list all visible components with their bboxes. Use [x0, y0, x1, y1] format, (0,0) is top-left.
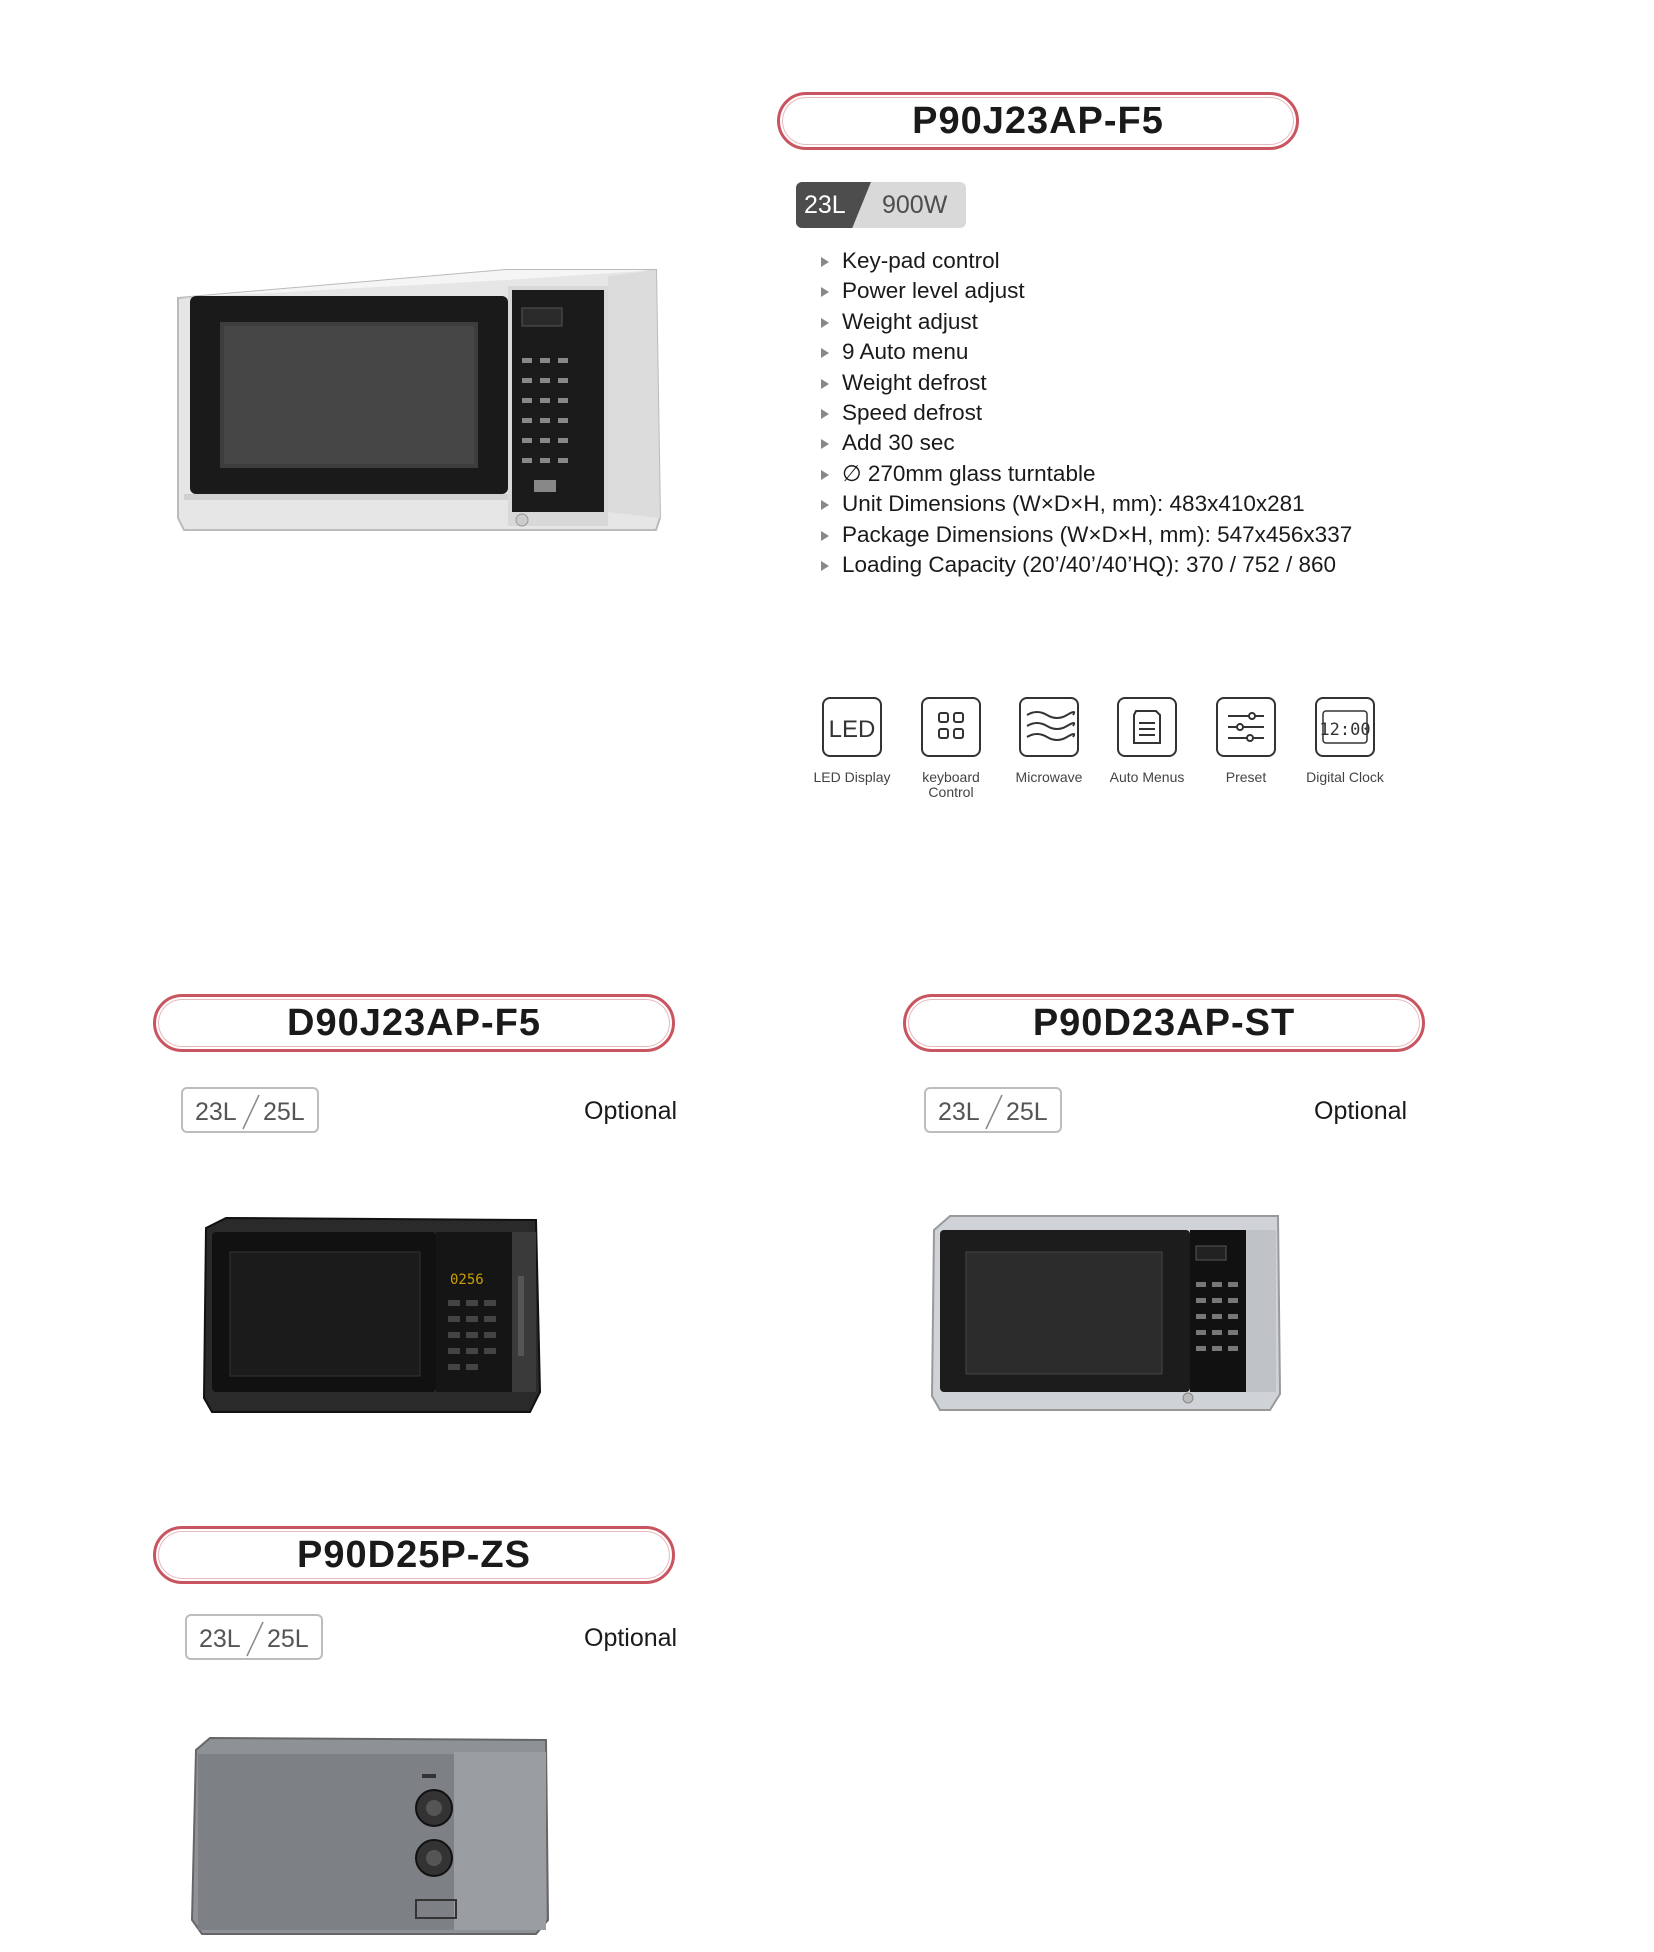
variant-model-title: P90D23AP-ST: [1032, 1001, 1296, 1044]
icon-label-preset: Preset: [1225, 769, 1267, 785]
slash-divider: [984, 1093, 1004, 1131]
bullet-triangle-icon: [821, 561, 829, 571]
icon-label-microwave: Microwave: [1015, 769, 1083, 785]
feature-item: 9 Auto menu: [818, 337, 1352, 367]
variant-title-pill: [153, 994, 675, 1052]
power-label: 900W: [882, 191, 948, 219]
product-model-title: P90J23AP-F5: [912, 99, 1164, 142]
digital-clock-icon: [1315, 697, 1375, 757]
feature-item: ∅ 270mm glass turntable: [818, 459, 1352, 489]
feature-list: [818, 246, 1352, 580]
optional-label: Optional: [1314, 1097, 1408, 1125]
capacity-badge: 23L 25L: [181, 1087, 319, 1133]
variant-model-title: P90D25P-ZS: [297, 1533, 531, 1576]
variant-title-pill: [153, 1526, 675, 1584]
icon-label-auto-menus: Auto Menus: [1109, 769, 1185, 785]
microwave-black-image: [200, 1216, 542, 1422]
bullet-triangle-icon: [821, 318, 829, 328]
bullet-triangle-icon: [821, 500, 829, 510]
capacity-badge: 23L 25L: [185, 1614, 323, 1660]
variant-model-title: D90J23AP-F5: [287, 1001, 541, 1044]
svg-text:0256: 0256: [450, 1272, 484, 1288]
feature-item: Package Dimensions (W×D×H, mm): 547x456x337: [818, 520, 1352, 550]
feature-item: Weight adjust: [818, 307, 1352, 337]
microwave-white-image: [176, 268, 662, 554]
preset-icon: [1216, 697, 1276, 757]
bullet-triangle-icon: [821, 409, 829, 419]
bullet-triangle-icon: [821, 439, 829, 449]
optional-label: Optional: [584, 1097, 678, 1125]
bullet-triangle-icon: [821, 470, 829, 480]
led-glyph: LED: [828, 716, 876, 743]
microwave-grey-mechanical-image: [190, 1734, 552, 1940]
microwave-icon: [1019, 697, 1079, 757]
product-title-pill: [777, 92, 1299, 150]
feature-item: Unit Dimensions (W×D×H, mm): 483x410x281: [818, 489, 1352, 519]
feature-item: Key-pad control: [818, 246, 1352, 276]
keyboard-control-icon: [921, 697, 981, 757]
bullet-triangle-icon: [821, 257, 829, 267]
icon-label-digital-clock: Digital Clock: [1306, 769, 1384, 785]
capacity-power-badge: [796, 182, 966, 228]
slash-divider: [245, 1620, 265, 1658]
microwave-silver-image: [930, 1212, 1284, 1418]
variant-title-pill: [903, 994, 1425, 1052]
icon-label-keyboard-control: keyboard Control: [922, 769, 980, 800]
clock-glyph: 12:00: [1319, 720, 1371, 740]
feature-item: Speed defrost: [818, 398, 1352, 428]
feature-item: Loading Capacity (20’/40’/40’HQ): 370 / 752 / 860: [818, 550, 1352, 580]
auto-menus-icon: [1117, 697, 1177, 757]
bullet-triangle-icon: [821, 287, 829, 297]
feature-item: Power level adjust: [818, 276, 1352, 306]
bullet-triangle-icon: [821, 348, 829, 358]
feature-item: Add 30 sec: [818, 428, 1352, 458]
capacity-label: 23L: [804, 191, 846, 219]
capacity-badge: 23L 25L: [924, 1087, 1062, 1133]
led-display-icon: [822, 697, 882, 757]
slash-divider: [241, 1093, 261, 1131]
bullet-triangle-icon: [821, 379, 829, 389]
icon-label-led-display: LED Display: [813, 769, 891, 785]
optional-label: Optional: [584, 1624, 678, 1652]
feature-item: Weight defrost: [818, 368, 1352, 398]
bullet-triangle-icon: [821, 531, 829, 541]
